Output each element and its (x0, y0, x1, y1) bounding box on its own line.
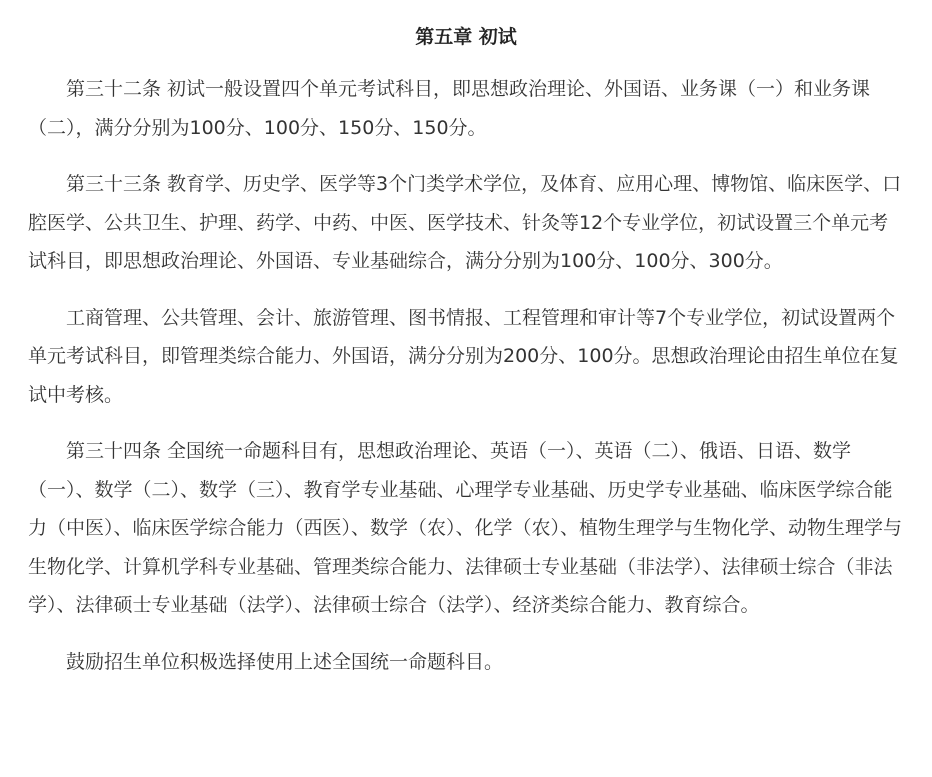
encouragement-paragraph: 鼓励招生单位积极选择使用上述全国统一命题科目。 (66, 650, 504, 673)
chapter-title: 第五章 初试 (415, 26, 517, 48)
article-32-paragraph: 第三十二条 初试一般设置四个单元考试科目，即思想政治理论、外国语、业务课（一）和业务课（二），满分分别为100分、100分、150分、150分。 (28, 78, 871, 139)
management-degree-paragraph: 工商管理、公共管理、会计、旅游管理、图书情报、工程管理和审计等7个专业学位，初试设置两个单元考试科目，即管理类综合能力、外国语，满分分别为200分、100分。思想政治理论由招生单位在复试中考核。 (28, 306, 899, 406)
article-34-paragraph: 第三十四条 全国统一命题科目有，思想政治理论、英语（一）、英语（二）、俄语、日语、数学（一）、数学（二）、数学（三）、教育学专业基础、心理学专业基础、历史学专业基础、临床医学综合能力（中医）、临床医学综合能力（西医）、数学（农）、化学（农）、植物生理学与生物化学、动物生理学与生物化学、计算机学科专业基础、管理类综合能力、法律硕士专业基础（非法学）、法律硕士综合（非法学）、法律硕士专业基础（法学）、法律硕士综合（法学）、经济类综合能力、教育综合。 (28, 440, 903, 616)
article-33-paragraph: 第三十三条 教育学、历史学、医学等3个门类学术学位，及体育、应用心理、博物馆、临床医学、口腔医学、公共卫生、护理、药学、中药、中医、医学技术、针灸等12个专业学位，初试设置三个单元考试科目，即思想政治理论、外国语、专业基础综合，满分分别为100分、100分、300分。 (28, 173, 902, 272)
